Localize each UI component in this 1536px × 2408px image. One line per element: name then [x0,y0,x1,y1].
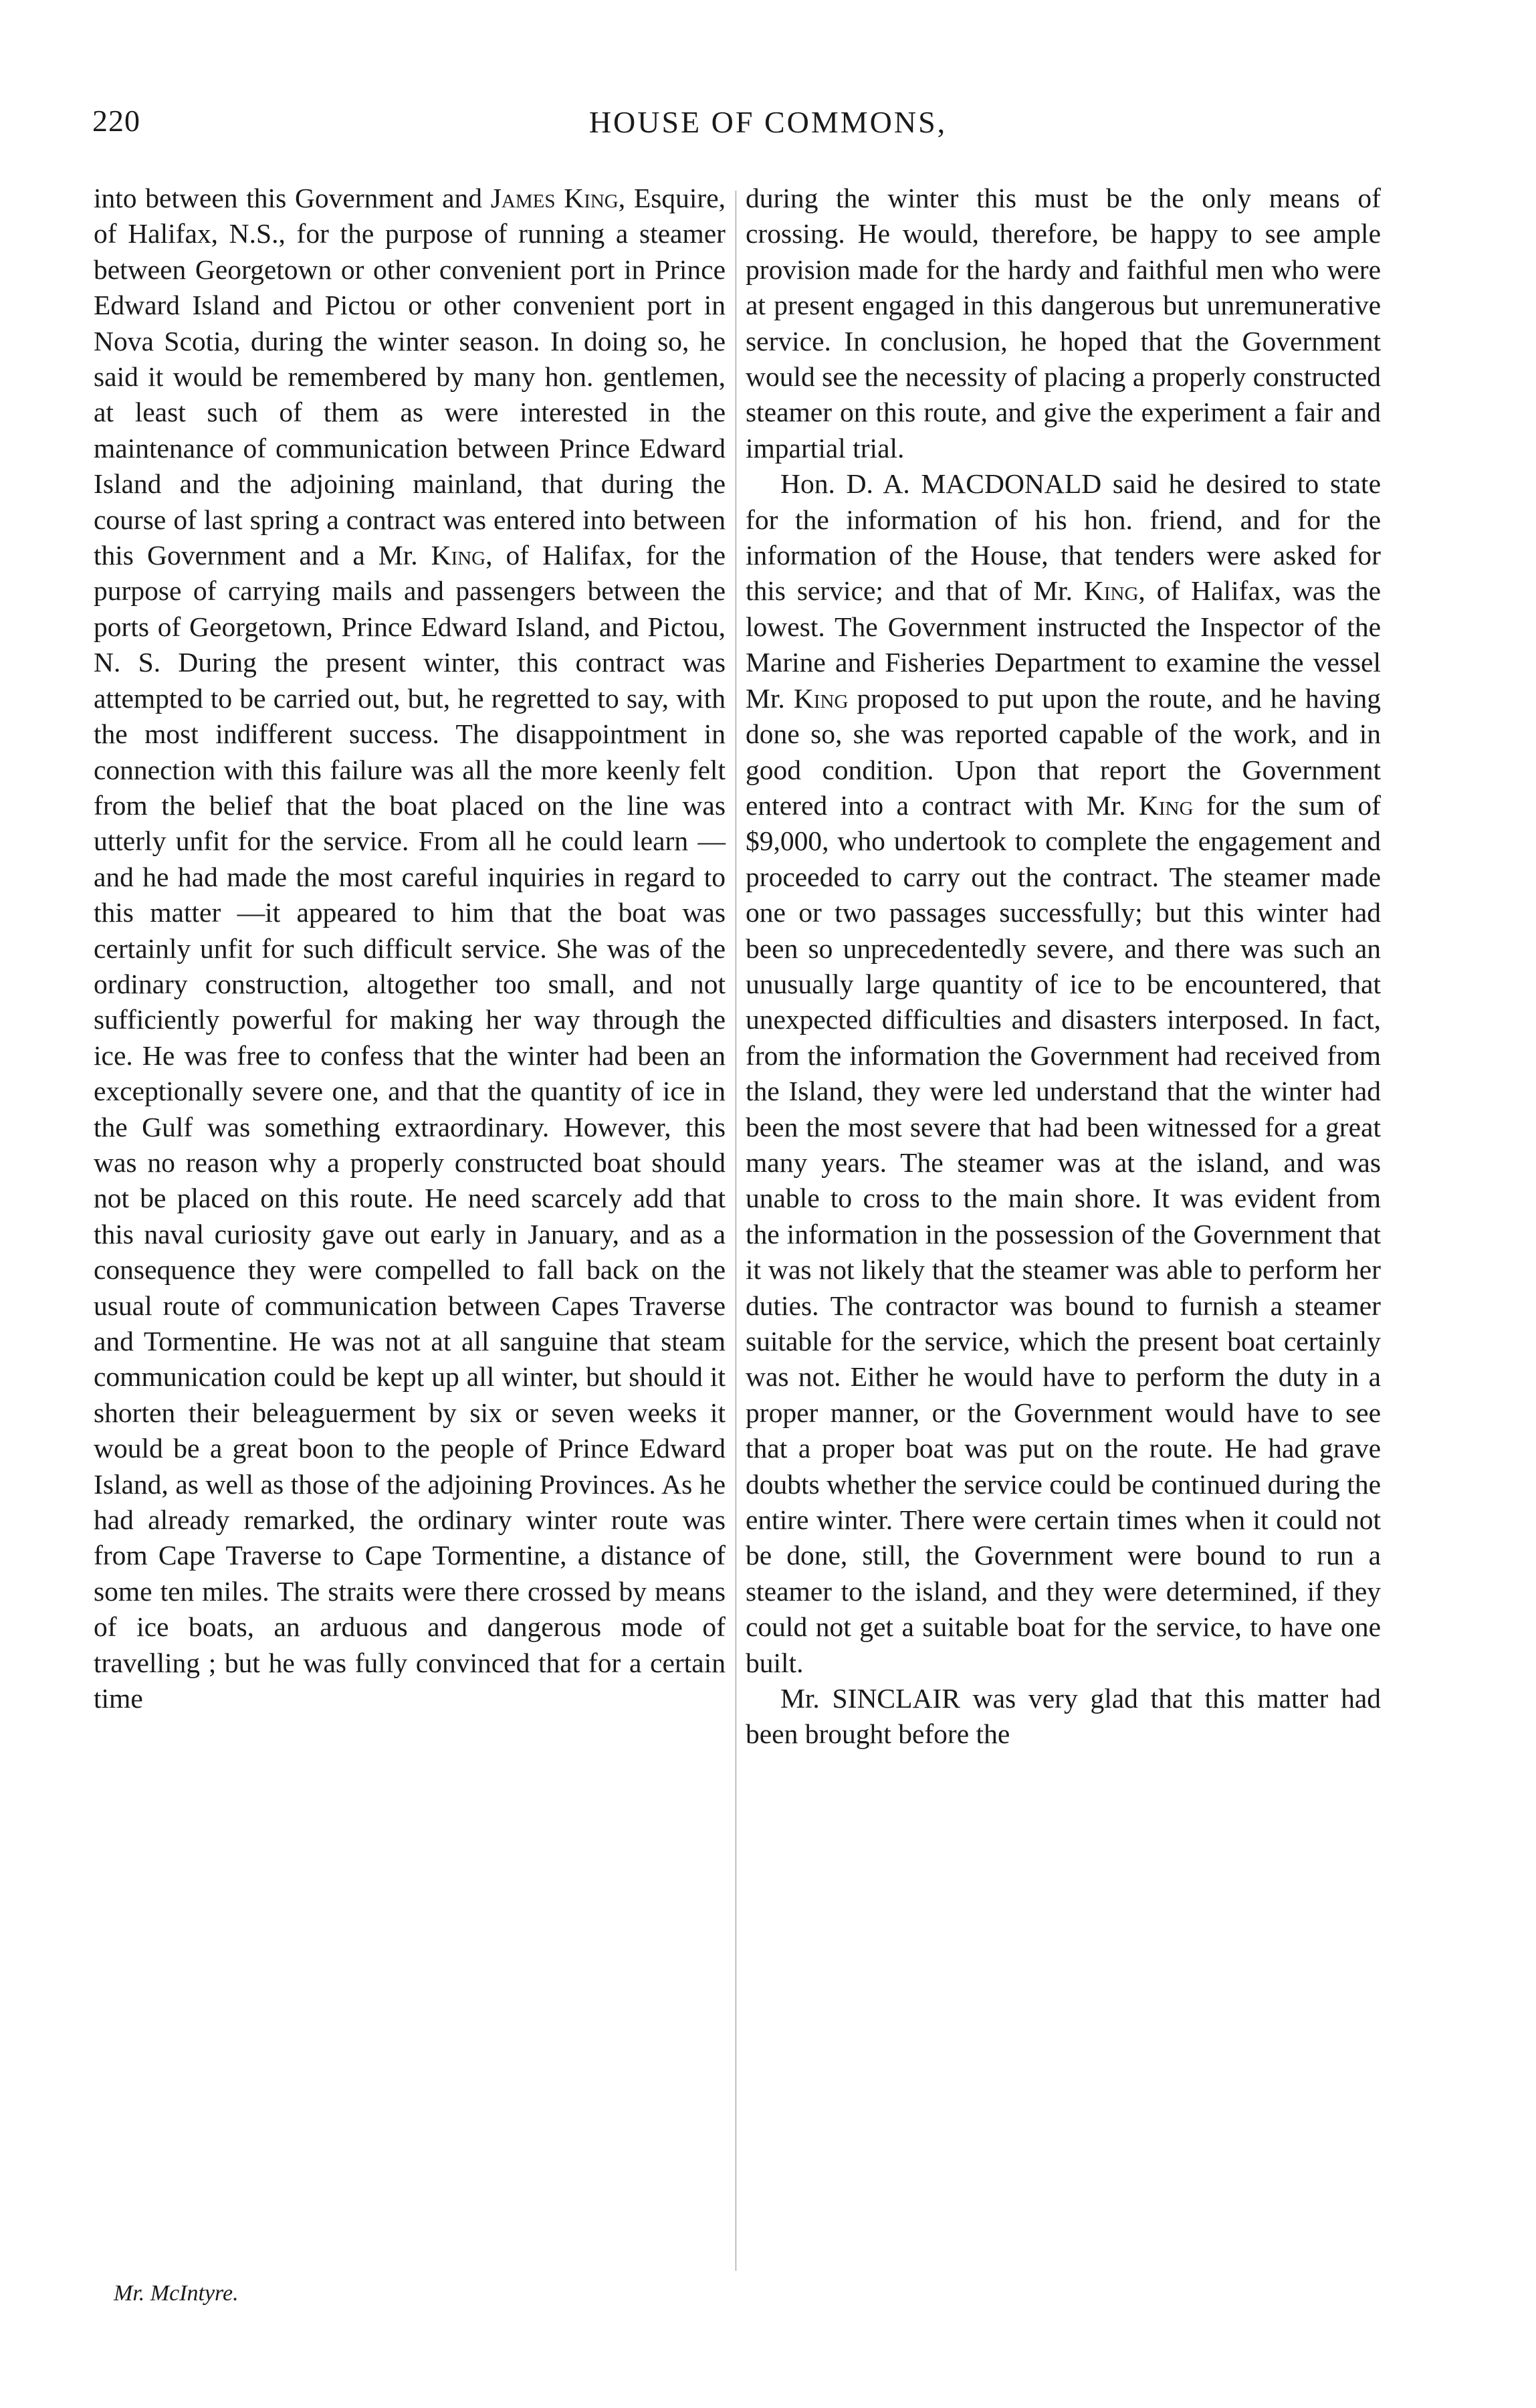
person-name: King [1083,575,1139,607]
person-name: James King [490,183,619,213]
person-name: King [793,682,849,714]
person-name: King [1138,789,1194,821]
text-run: proposed to put upon the route, and he having done so, she was reported capable of the work, and in good condition. Upon that report the Government entered into a contract with Mr. [746,682,1381,821]
right-paragraph: Mr. SINCLAIR was very glad that this matter had been brought before the [746,1683,1381,1750]
left-paragraph [94,181,726,1716]
text-run: , of Halifax, for the purpose of carrying mails and passengers between the ports of Georgetown, Prince Edward Island, and Pictou, N. S. During the present winter, this contract was attempted to be carried out, but, he regretted to say, with the most indifferent success. The disappointment in connection with this failure was all the more keenly felt from the belief that the boat placed on the line was utterly unfit for the service. From all he could learn —and he had made the most careful inquiries in regard to this matter —it appeared to him that the boat was certainly unfit for such difficult service. She was of the ordinary construction, altogether too small, and not sufficiently powerful for making her way through the ice. He was free to confess that the winter had been an exceptionally severe one, and that the quantity of ice in the Gulf was something extraordinary. However, this was no reason why a properly constructed boat should not be placed on this route. He need scarcely add that this naval curiosity gave out early in January, and as a consequence they were compelled to fall back on the usual route of communication between Capes Traverse and Tormentine. He was not at all sanguine that steam communication could be kept up all winter, but should it shorten their beleaguerment by six or seven weeks it would be a great boon to the people of Prince Edward Island, as well as those of the adjoining Provinces. As he had already remarked, the ordinary winter route was from Cape Traverse to Cape Tormentine, a distance of some ten miles. The straits were there crossed by means of ice boats, an arduous and dangerous mode of travelling ; but he was fully convinced that for a certain time [94,540,726,1714]
right-paragraph: during the winter this must be the only means of crossing. He would, therefore, be happy to see ample provision made for the hardy and faithful men who were at present engaged in this dangerous but unremunerative service. In conclusion, he hoped that the Government would see the necessity of placing a properly constructed steamer on this route, and give the experiment a fair and impartial trial. [746,183,1381,464]
person-name: King [431,540,486,571]
speaker-footer: Mr. McIntyre. [114,2281,239,2306]
text-run: , Esquire, of Halifax, N.S., for the purpose of running a steamer between Georgetown or other convenient port in Prince Edward Island and Pictou or other convenient port in Nova Scotia, during the winter season. In doing so, he said it would be remembered by many hon. gentlemen, at least such of them as were interested in the maintenance of communication between Prince Edward Island and the adjoining mainland, that during the course of last spring a contract was entered into between this Government and a Mr. [94,183,726,571]
right-column [746,181,1381,1752]
text-run: , of Halifax, was the lowest. The Government instructed the Inspector of the Marine and Fisheries Department to examine the vessel Mr. [746,575,1382,714]
text-run: Hon. D. A. MACDONALD said he desired to state for the information of his hon. friend, and for the information of the House, that tenders were asked for this service; and that of Mr. [746,468,1381,607]
running-title: HOUSE OF COMMONS, [588,105,948,139]
page-number: 220 [92,104,140,138]
text-run: for the sum of $9,000, who undertook to complete the engagement and proceeded to carry out the contract. The steamer made one or two passages successfully; but this winter had been so unprecedentedly severe, and there was such an unusually large quantity of ice to be encountered, that unexpected difficulties and disasters interposed. In fact, from the information the Government had received from the Island, they were led understand that the winter had been the most severe that had been witnessed for a great many years. The steamer was at the island, and was unable to cross to the main shore. It was evident from the information in the possession of the Government that it was not likely that the steamer was able to perform her duties. The contractor was bound to furnish a steamer suitable for the service, which the present boat certainly was not. Either he would have to perform the duty in a proper manner, or the Government would have to see that a proper boat was put on the route. He had grave doubts whether the service could be continued during the entire winter. There were certain times when it could not be done, still, the Government were bound to run a steamer to the island, and they were determined, if they could not get a suitable boat for the service, to have one built. [746,789,1381,1678]
right-paragraph [746,466,1381,1681]
left-column [94,181,726,1716]
text-run: into between this Government and [94,183,491,213]
